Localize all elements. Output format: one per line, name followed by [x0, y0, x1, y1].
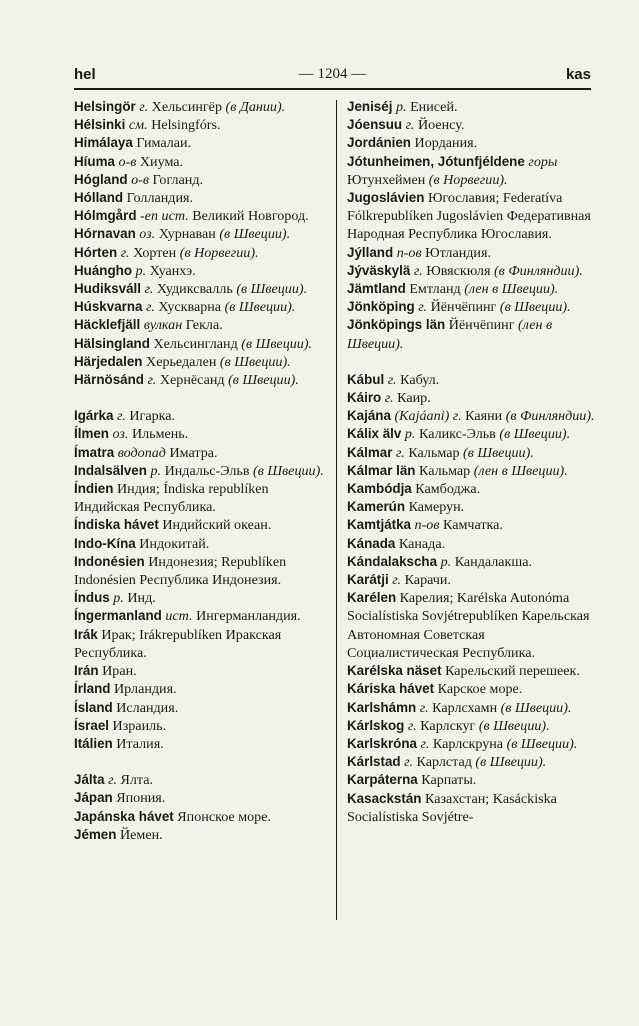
- entry-note: (в Швеции).: [499, 426, 571, 443]
- entry-headword: Itálien: [74, 735, 113, 751]
- dictionary-entry: [347, 280, 595, 298]
- dictionary-entry: [74, 553, 326, 589]
- entry-translation: Индокитай.: [139, 535, 210, 552]
- dictionary-entry: [347, 753, 595, 771]
- entry-headword: Jeniséj: [347, 99, 393, 114]
- dictionary-entry: [347, 298, 595, 316]
- dictionary-entry: [347, 535, 595, 553]
- entry-headword: Helsingör: [74, 99, 136, 114]
- entry-grammar: г.: [404, 754, 413, 771]
- entry-note: (в Швеции).: [499, 299, 571, 316]
- entry-translation: Ювяскюля: [426, 262, 491, 279]
- entry-headword: Ílmen: [74, 426, 109, 442]
- dictionary-entry: [74, 462, 326, 480]
- dictionary-entry: [347, 244, 595, 262]
- dictionary-entry: [347, 407, 595, 425]
- entry-headword: Härnösánd: [74, 372, 144, 388]
- dictionary-entry: [347, 189, 595, 244]
- dictionary-entry: [347, 371, 595, 389]
- entry-grammar: см.: [128, 117, 148, 134]
- entry-translation: Каликс-Эльв: [418, 426, 496, 443]
- entry-translation: Карельский перешеек.: [445, 663, 580, 680]
- entry-headword: Káriska hávet: [347, 681, 435, 697]
- entry-translation: Иордания.: [414, 135, 478, 152]
- entry-headword: Häcklefjäll: [74, 317, 141, 333]
- dictionary-entry: [74, 589, 326, 607]
- entry-headword: Kálmar län: [347, 462, 416, 478]
- entry-translation: Италия.: [116, 735, 164, 752]
- entry-headword: Jýlland: [347, 244, 394, 260]
- dictionary-entry: [74, 280, 326, 298]
- dictionary-entry: [74, 626, 326, 662]
- entry-translation: Хернёсанд: [159, 372, 225, 389]
- entry-note: (в Швеции).: [241, 335, 313, 352]
- entry-headword: Karélska näset: [347, 663, 442, 679]
- entry-translation: Карелия; Karélska Autonóma Socialístiska Sovjétrepublíken Карельская Автономная Советская Социалистическая Республика.: [347, 590, 590, 661]
- dictionary-entry: [347, 316, 595, 352]
- dictionary-entry: [347, 498, 595, 516]
- dictionary-entry: [347, 134, 595, 152]
- entry-translation: Казахстан; Kasáckiska Socialístiska Sovjétre-: [347, 790, 557, 825]
- entry-translation: Индонезия; Republíken Indonésien Республика Индонезия.: [74, 553, 287, 589]
- entry-translation: Карпаты.: [421, 772, 477, 789]
- entry-headword: Indo-Kína: [74, 535, 136, 551]
- entry-translation: Хускварна: [158, 299, 222, 316]
- entry-translation: Игарка.: [129, 408, 176, 425]
- entry-grammar: р.: [440, 553, 452, 570]
- dictionary-entry: [347, 553, 595, 571]
- entry-translation: Йёнчёпинг: [448, 317, 515, 334]
- entry-grammar: оз.: [112, 426, 129, 443]
- entry-translation: Карачи.: [404, 572, 451, 589]
- entry-translation: Худиксвалль: [156, 281, 233, 298]
- entry-headword: Kábul: [347, 371, 385, 387]
- entry-note: (в Швеции).: [228, 372, 299, 389]
- entry-note: (в Швеции).: [506, 735, 578, 752]
- dictionary-entry: [74, 444, 326, 462]
- entry-grammar: р.: [404, 426, 416, 443]
- entry-grammar: г.: [120, 244, 130, 261]
- entry-grammar: р.: [150, 462, 162, 479]
- entry-grammar: г.: [387, 371, 397, 388]
- header-right-guide-word: kas: [565, 66, 591, 83]
- entry-headword: Karátji: [347, 572, 389, 588]
- entry-note: (в Швеции).: [478, 717, 550, 734]
- column-divider: [336, 100, 337, 920]
- entry-headword: Japánska hávet: [74, 808, 174, 824]
- entry-note: (в Швеции).: [463, 444, 534, 461]
- entry-translation: Индийский океан.: [162, 517, 272, 534]
- entry-headword: Igárka: [74, 408, 114, 424]
- entry-translation: Югославия; Federatíva Fólkrepublíken Jugoslávien Федеративная Народная Республика Югославия.: [347, 190, 591, 243]
- entry-translation: Великий Новгород.: [192, 208, 309, 225]
- entry-translation: Йемен.: [119, 826, 163, 843]
- dictionary-entry: [347, 389, 595, 407]
- entry-grammar: г.: [392, 572, 402, 589]
- entry-grammar: п-ов: [414, 517, 440, 534]
- dictionary-entry: [74, 480, 326, 516]
- dictionary-entry: [74, 516, 326, 534]
- entry-translation: Карлскуг: [420, 717, 476, 734]
- entry-headword: Káiro: [347, 390, 382, 406]
- entry-headword: Jordánien: [347, 135, 411, 151]
- entry-headword: Karlskróna: [347, 735, 417, 751]
- entry-translation: Японское море.: [177, 808, 271, 825]
- entry-translation: Кальмар: [408, 444, 460, 461]
- entry-headword: Índus: [74, 590, 110, 606]
- entry-grammar: г.: [405, 117, 415, 134]
- entry-headword: Jönköpings län: [347, 317, 446, 333]
- entry-headword: Kambódja: [347, 481, 412, 497]
- entry-note: (в Швеции).: [219, 353, 291, 370]
- entry-note: (в Финляндии).: [505, 408, 595, 425]
- entry-headword: Härjedalen: [74, 353, 143, 369]
- entry-grammar: ист.: [165, 608, 193, 625]
- dictionary-entry: [74, 717, 326, 735]
- dictionary-entry: [74, 771, 326, 789]
- entry-translation: Индия; Índiska republíken Индийская Республика.: [74, 481, 269, 516]
- entry-note: (в Швеции).: [500, 699, 572, 716]
- dictionary-entry: [347, 462, 595, 480]
- entry-translation: Исландия.: [116, 699, 179, 716]
- entry-translation: Helsingfórs.: [151, 117, 221, 134]
- entry-grammar: о-в: [118, 153, 137, 170]
- entry-headword: Húskvarna: [74, 299, 143, 315]
- entry-note: (в Швеции).: [475, 754, 547, 771]
- dictionary-entry: [74, 298, 326, 316]
- entry-translation: Голландия.: [126, 190, 193, 207]
- entry-translation: Ильмень.: [131, 426, 189, 443]
- dictionary-entry: [74, 680, 326, 698]
- entry-headword: Kálmar: [347, 444, 393, 460]
- entry-grammar: г.: [384, 390, 394, 407]
- entry-grammar: г.: [108, 772, 117, 789]
- header-rule: [74, 88, 591, 90]
- dictionary-entry: [74, 207, 326, 225]
- entry-headword: Jápan: [74, 790, 113, 806]
- entry-headword: Kárlstad: [347, 754, 401, 770]
- dictionary-entry: [74, 262, 326, 280]
- entry-headword: Ímatra: [74, 444, 115, 460]
- entry-grammar: г.: [420, 735, 430, 752]
- entry-translation: Йёнчёпинг: [430, 299, 497, 316]
- entry-grammar: о-в: [131, 171, 149, 188]
- entry-translation: Инд.: [127, 590, 156, 607]
- entry-headword: Hógland: [74, 171, 128, 187]
- entry-grammar: г.: [144, 281, 154, 298]
- dictionary-entry: [347, 662, 595, 680]
- entry-translation: Ютунхеймен: [347, 171, 426, 188]
- entry-grammar: п-ов: [396, 244, 422, 261]
- left-column: [74, 98, 326, 844]
- dictionary-entry: [74, 407, 326, 425]
- entry-translation: Карлсхамн: [432, 699, 498, 716]
- entry-grammar: г.: [413, 262, 423, 279]
- dictionary-entry: [347, 680, 595, 698]
- right-column: [347, 98, 595, 826]
- entry-note: (в Дании).: [225, 99, 286, 115]
- dictionary-entry: [74, 244, 326, 262]
- dictionary-entry: [347, 425, 595, 443]
- entry-grammar: р.: [395, 99, 407, 115]
- entry-translation: Ютландия.: [425, 244, 491, 261]
- entry-headword: Kánada: [347, 535, 396, 551]
- entry-headword: Jóensuu: [347, 117, 403, 133]
- entry-translation: Хортен: [133, 244, 177, 261]
- entry-grammar: -en ист.: [140, 208, 189, 225]
- entry-grammar: г.: [116, 408, 126, 425]
- entry-headword: Jämtland: [347, 281, 406, 297]
- entry-grammar: г.: [146, 299, 155, 316]
- dictionary-entry: [74, 535, 326, 553]
- dictionary-entry: [74, 789, 326, 807]
- entry-translation: Херьедален: [146, 353, 217, 370]
- entry-headword: Hórten: [74, 244, 118, 260]
- entry-note: (в Швеции).: [236, 281, 308, 298]
- dictionary-entry: [347, 516, 595, 534]
- entry-headword: Índien: [74, 481, 114, 497]
- entry-headword: Kándalakscha: [347, 553, 438, 569]
- entry-grammar: горы: [528, 153, 558, 170]
- entry-translation: Хурнаван: [158, 226, 216, 243]
- dictionary-entry: [347, 153, 595, 189]
- entry-headword: Jýväskylä: [347, 262, 411, 278]
- entry-headword: Hólland: [74, 190, 124, 206]
- entry-note: (лен в Швеции).: [347, 317, 553, 352]
- dictionary-entry: [347, 98, 595, 116]
- entry-headword: Kamtjátka: [347, 517, 412, 533]
- entry-translation: Хиума.: [139, 153, 184, 170]
- dictionary-entry: [347, 444, 595, 462]
- header-left-guide-word: hel: [74, 66, 96, 83]
- entry-translation: Кандалакша.: [454, 553, 533, 570]
- dictionary-entry: [74, 335, 326, 353]
- dictionary-entry: [74, 134, 326, 152]
- entry-translation: Гогланд.: [152, 171, 204, 188]
- dictionary-entry: [74, 808, 326, 826]
- entry-headword: Jönköping: [347, 299, 415, 315]
- entry-translation: Карлстад: [416, 754, 472, 771]
- entry-translation: Кальмар: [419, 462, 471, 479]
- entry-grammar: г.: [407, 717, 417, 734]
- entry-headword: Índiska hávet: [74, 517, 159, 533]
- entry-translation: Йоенсу.: [417, 117, 465, 134]
- entry-headword: Írland: [74, 681, 111, 697]
- entry-translation: Иматра.: [169, 444, 218, 461]
- entry-translation: Карлскруна: [432, 735, 504, 752]
- entry-headword: Hélsinki: [74, 117, 126, 133]
- entry-headword: Kárlskog: [347, 717, 405, 733]
- dictionary-entry: [74, 662, 326, 680]
- entry-translation: Хуанхэ.: [149, 262, 196, 279]
- dictionary-entry: [74, 607, 326, 625]
- dictionary-entry: [347, 589, 595, 662]
- dictionary-entry: [74, 371, 326, 389]
- entry-translation: Каяни: [465, 408, 503, 425]
- entry-translation: Камчатка.: [442, 517, 503, 534]
- entry-headword: Kajána: [347, 408, 391, 424]
- entry-grammar: (Kajáani) г.: [394, 408, 462, 425]
- entry-grammar: р.: [135, 262, 147, 279]
- entry-translation: Хельсингланд: [153, 335, 238, 352]
- entry-translation: Ялта.: [120, 772, 153, 789]
- entry-translation: Хельсингёр: [151, 99, 222, 115]
- page-number: — 1204 —: [298, 66, 367, 82]
- entry-headword: Híuma: [74, 153, 115, 169]
- entry-translation: Гималаи.: [136, 135, 192, 152]
- entry-translation: Индальс-Эльв: [164, 462, 250, 479]
- entry-headword: Kamerún: [347, 499, 406, 515]
- entry-headword: Kasackstán: [347, 790, 422, 806]
- entry-grammar: р.: [113, 590, 124, 607]
- dictionary-entry: [347, 571, 595, 589]
- page-header: [74, 66, 591, 88]
- dictionary-entry: [347, 717, 595, 735]
- entry-translation: Ингерманландия.: [196, 608, 301, 625]
- dictionary-entry: [74, 826, 326, 844]
- entry-translation: Кабул.: [400, 371, 440, 388]
- entry-translation: Каир.: [397, 390, 431, 407]
- dictionary-entry: [74, 116, 326, 134]
- entry-headword: Jugoslávien: [347, 190, 425, 206]
- entry-headword: Jótunheimen, Jótunfjéldene: [347, 153, 525, 169]
- entry-headword: Hudiksváll: [74, 281, 141, 297]
- dictionary-entry: [74, 189, 326, 207]
- entry-note: (в Швеции).: [253, 462, 324, 479]
- entry-headword: Hälsingland: [74, 335, 150, 351]
- entry-headword: Huángho: [74, 262, 133, 278]
- entry-grammar: г.: [395, 444, 405, 461]
- entry-translation: Камерун.: [408, 499, 465, 516]
- entry-headword: Ísland: [74, 699, 113, 715]
- entry-headword: Kálix älv: [347, 426, 402, 442]
- dictionary-entry: [74, 699, 326, 717]
- dictionary-entry: [347, 735, 595, 753]
- dictionary-entry: [347, 480, 595, 498]
- entry-grammar: г.: [147, 372, 157, 389]
- dictionary-entry: [347, 262, 595, 280]
- dictionary-entry: [347, 790, 595, 826]
- entry-note: (в Норвегии).: [428, 171, 508, 188]
- entry-grammar: г.: [139, 99, 149, 115]
- dictionary-entry: [74, 425, 326, 443]
- entry-headword: Karpáterna: [347, 772, 418, 788]
- entry-headword: Irán: [74, 663, 99, 679]
- entry-grammar: водопад: [117, 444, 166, 461]
- entry-note: (в Финляндии).: [493, 262, 583, 279]
- entry-headword: Karélen: [347, 590, 397, 606]
- dictionary-entry: [347, 116, 595, 134]
- entry-headword: Jémen: [74, 826, 117, 842]
- entry-headword: Himálaya: [74, 135, 133, 151]
- entry-note: (в Швеции).: [219, 226, 291, 243]
- entry-headword: Hólmgård: [74, 208, 137, 224]
- dictionary-entry: [74, 153, 326, 171]
- entry-note: (лен в Швеции).: [464, 281, 559, 298]
- entry-translation: Карское море.: [437, 681, 523, 698]
- entry-grammar: вулкан: [143, 317, 183, 334]
- entry-headword: Indonésien: [74, 553, 145, 569]
- entry-translation: Ирак; Irákrepublíken Иракская Республика.: [74, 626, 282, 661]
- entry-translation: Иран.: [102, 663, 137, 680]
- entry-translation: Камбоджа.: [415, 481, 481, 498]
- entry-headword: Ísrael: [74, 717, 109, 733]
- entry-grammar: г.: [419, 699, 429, 716]
- entry-translation: Ирландия.: [114, 681, 177, 698]
- dictionary-entry: [347, 771, 595, 789]
- entry-headword: Irák: [74, 626, 98, 642]
- entry-headword: Indalsälven: [74, 462, 147, 478]
- entry-translation: Емтланд: [409, 281, 461, 298]
- dictionary-entry: [74, 225, 326, 243]
- dictionary-entry: [74, 353, 326, 371]
- entry-note: (в Норвегии).: [179, 244, 259, 261]
- entry-grammar: г.: [418, 299, 428, 316]
- entry-translation: Япония.: [116, 790, 166, 807]
- entry-translation: Гекла.: [185, 317, 223, 334]
- entry-note: (лен в Швеции).: [473, 462, 568, 479]
- entry-headword: Hórnavan: [74, 226, 136, 242]
- entry-headword: Íngermanland: [74, 608, 162, 624]
- entry-note: (в Швеции).: [224, 299, 296, 316]
- dictionary-entry: [74, 735, 326, 753]
- dictionary-entry: [74, 171, 326, 189]
- dictionary-entry: [74, 98, 326, 116]
- entry-grammar: оз.: [139, 226, 156, 243]
- dictionary-entry: [74, 316, 326, 334]
- dictionary-entry: [347, 699, 595, 717]
- entry-translation: Енисей.: [410, 99, 458, 115]
- entry-headword: Karlshámn: [347, 699, 417, 715]
- entry-translation: Израиль.: [112, 717, 167, 734]
- entry-headword: Jálta: [74, 772, 105, 788]
- entry-translation: Канада.: [398, 535, 446, 552]
